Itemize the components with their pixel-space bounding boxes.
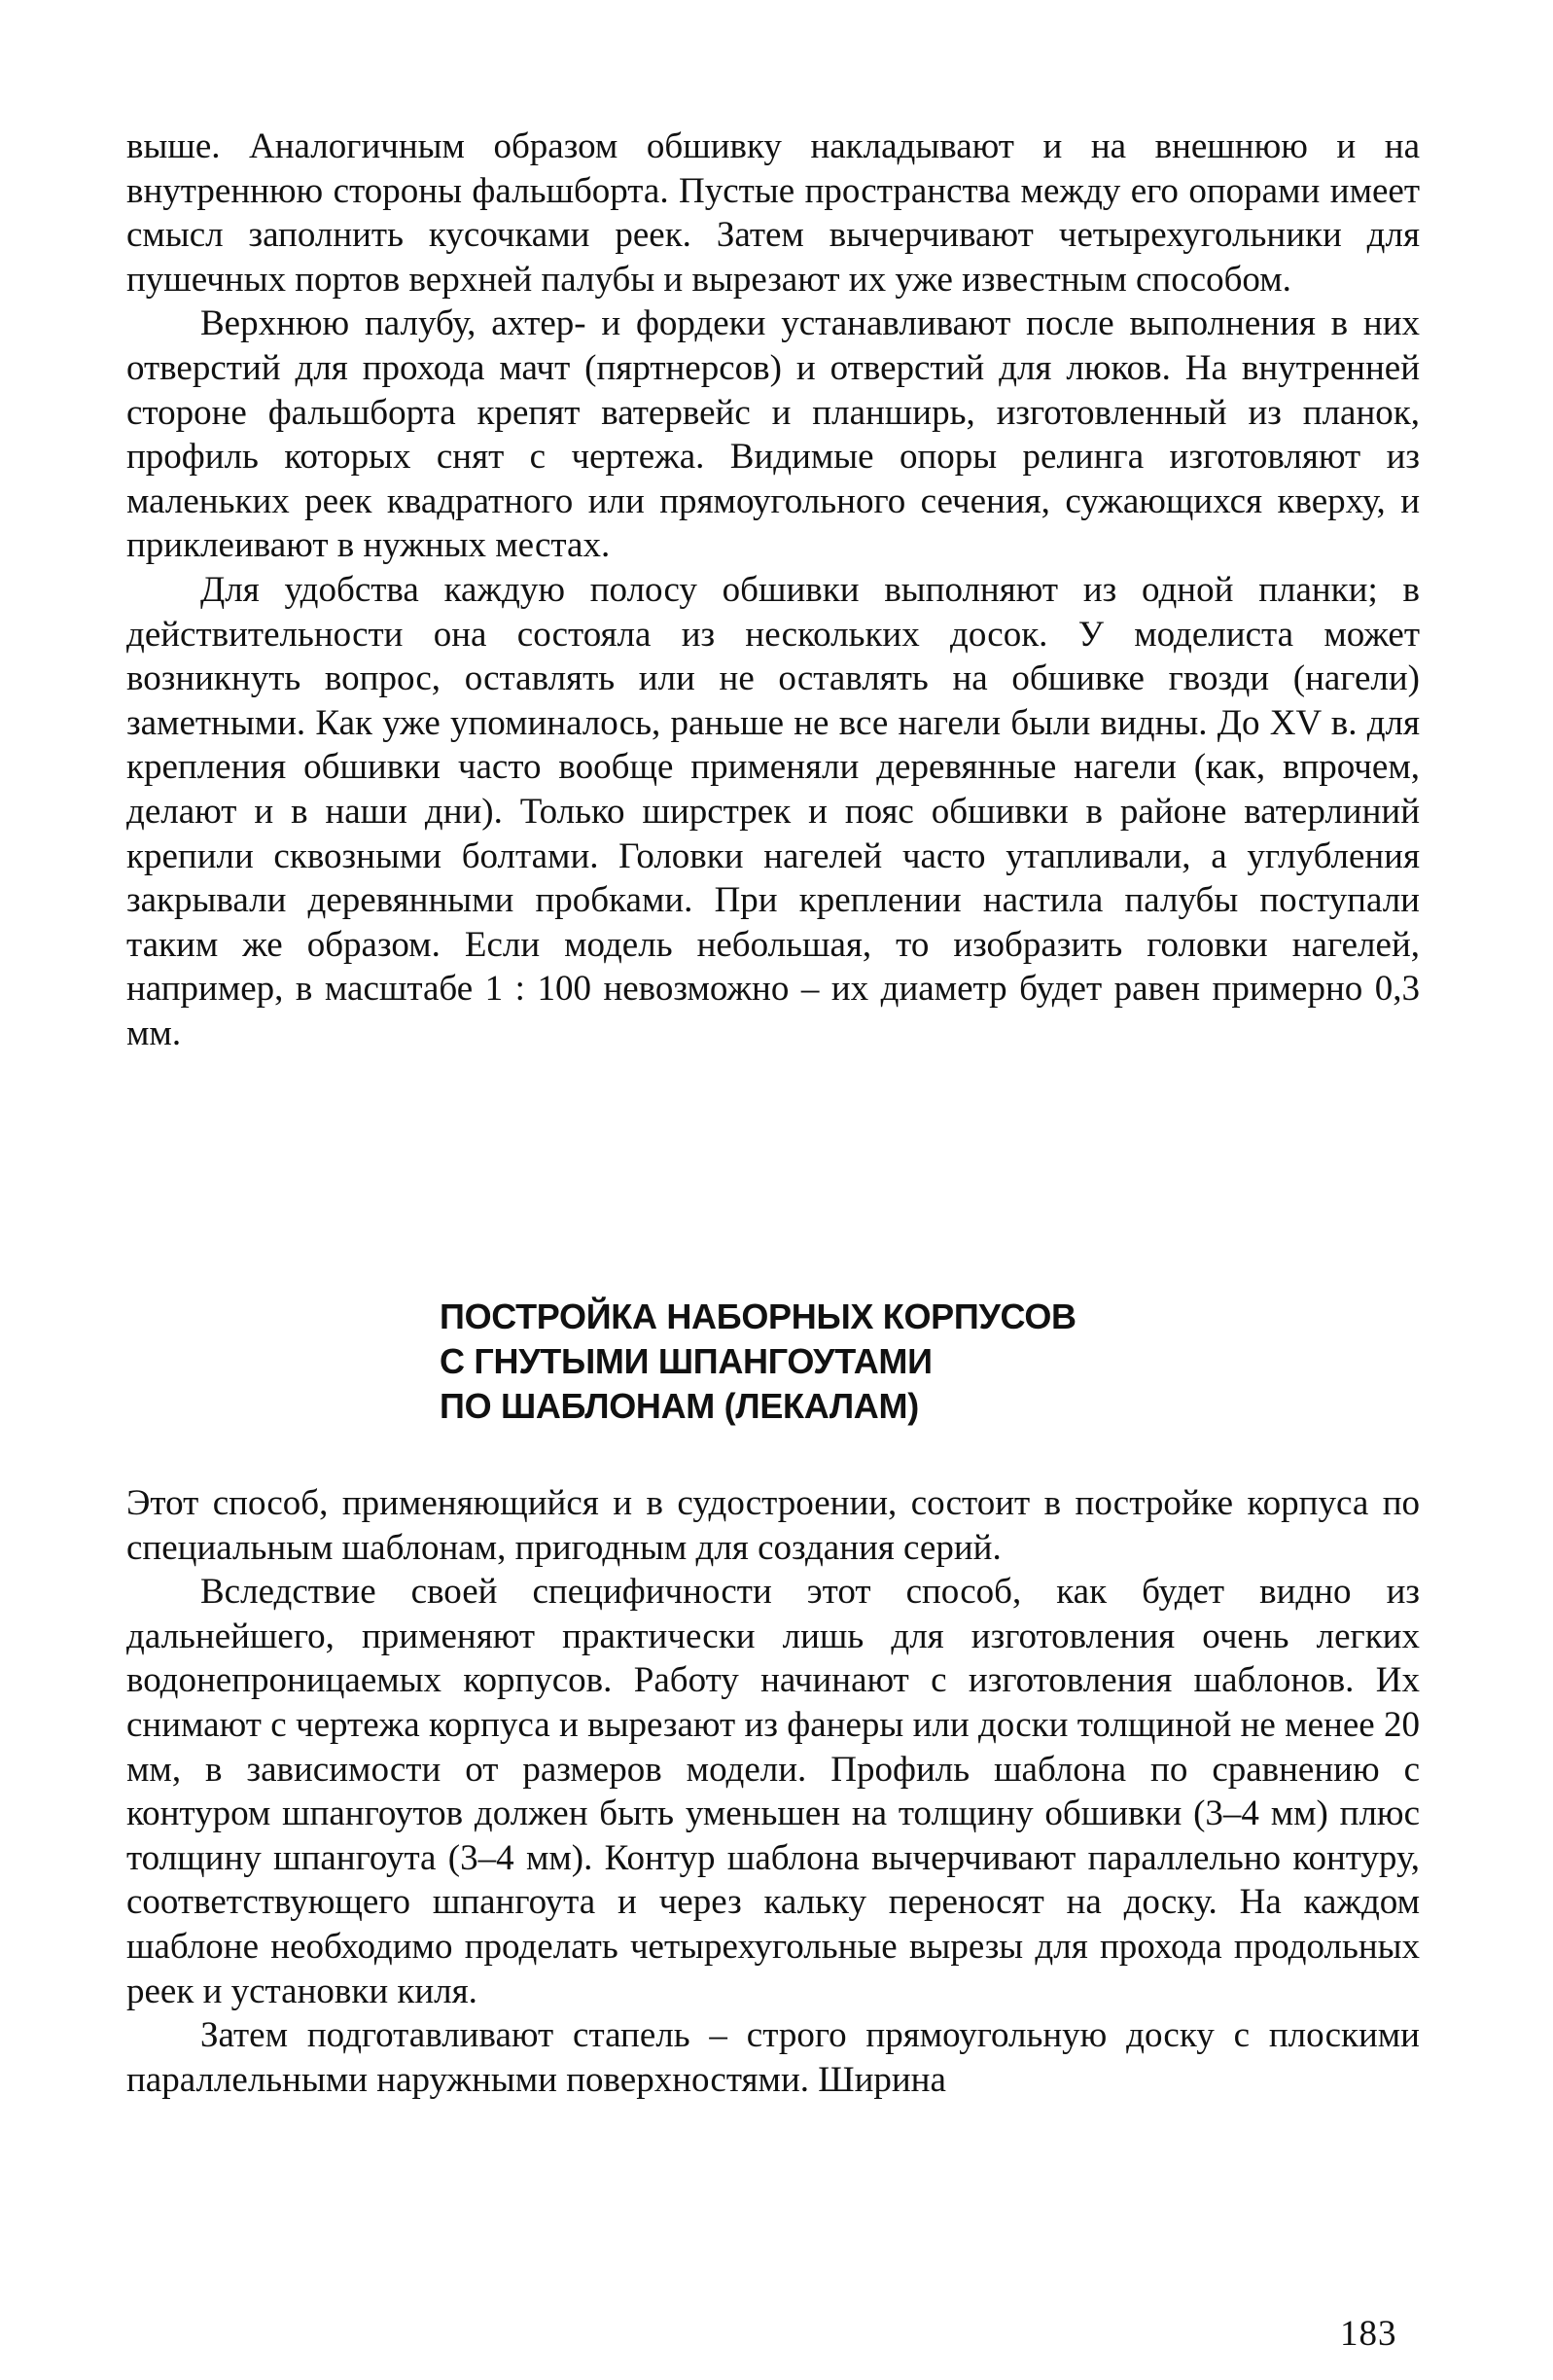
- heading-line-2: С ГНУТЫМИ ШПАНГОУТАМИ: [440, 1341, 933, 1381]
- paragraph-6: Затем подготавливают стапель – строго прямоугольную доску с плоскими параллельными наружными поверхностями. Ширина: [126, 2015, 1420, 2100]
- paragraph-5: Вследствие своей специфичности этот способ, как будет видно из дальнейшего, применяют практически лишь для изготовления очень легких водонепроницаемых корпусов. Работу начинают с изготовления шаблонов. Их снимают с чертежа корпуса и вырезают из фанеры или доски толщиной не менее 20 мм, в зависимости от размеров модели. Профиль шаблона по сравнению с контуром шпангоутов должен быть уменьшен на толщину обшивки (3–4 мм) плюс толщину шпангоута (3–4 мм). Контур шаблона вычерчивают параллельно контуру, соответствующего шпангоута и через кальку переносят на доску. На каждом шаблоне необходимо проделать четырехугольные вырезы для прохода продольных реек и установки киля.: [126, 1572, 1420, 2011]
- section-heading: [440, 1295, 1077, 1429]
- paragraph-4: Этот способ, применяющийся и в судостроении, состоит в постройке корпуса по специальным шаблонам, пригодным для создания серий.: [126, 1483, 1420, 1568]
- paragraph-3: Для удобства каждую полосу обшивки выполняют из одной планки; в действительности она состояла из нескольких досок. У моделиста может возникнуть вопрос, оставлять или не оставлять на обшивке гвозди (нагели) заметными. Как уже упоминалось, раньше не все нагели были видны. До XV в. для крепления обшивки часто вообще применяли деревянные нагели (как, впрочем, делают и в наши дни). Только ширстрек и пояс обшивки в районе ватерлиний крепили сквозными болтами. Головки нагелей часто утапливали, а углубления закрывали деревянными пробками. При креплении настила палубы поступали таким же образом. Если модель небольшая, то изобразить головки нагелей, например, в масштабе 1 : 100 невозможно – их диаметр будет равен примерно 0,3 мм.: [126, 569, 1420, 1053]
- paragraph-2: Верхнюю палубу, ахтер- и фордеки устанавливают после выполнения в них отверстий для прохода мачт (пяртнерсов) и отверстий для люков. На внутренней стороне фальшборта крепят ватервейс и планширь, изготовленный из планок, профиль которых снят с чертежа. Видимые опоры релинга изготовляют из маленьких реек квадратного или прямоугольного сечения, сужающихся кверху, и приклеивают в нужных местах.: [126, 303, 1420, 566]
- text-block-bottom: [126, 1481, 1420, 2102]
- paragraph-1: выше. Аналогичным образом обшивку накладывают и на внешнюю и на внутреннюю стороны фальшборта. Пустые пространства между его опорами имеет смысл заполнить кусочками реек. Затем вычерчивают четырехугольники для пушечных портов верхней палубы и вырезают их уже известным способом.: [126, 126, 1420, 300]
- heading-line-1: ПОСТРОЙКА НАБОРНЫХ КОРПУСОВ: [440, 1297, 1077, 1336]
- heading-line-3: ПО ШАБЛОНАМ (ЛЕКАЛАМ): [440, 1386, 919, 1426]
- text-block-top: [126, 124, 1420, 1055]
- page-number: 183: [1340, 2314, 1397, 2354]
